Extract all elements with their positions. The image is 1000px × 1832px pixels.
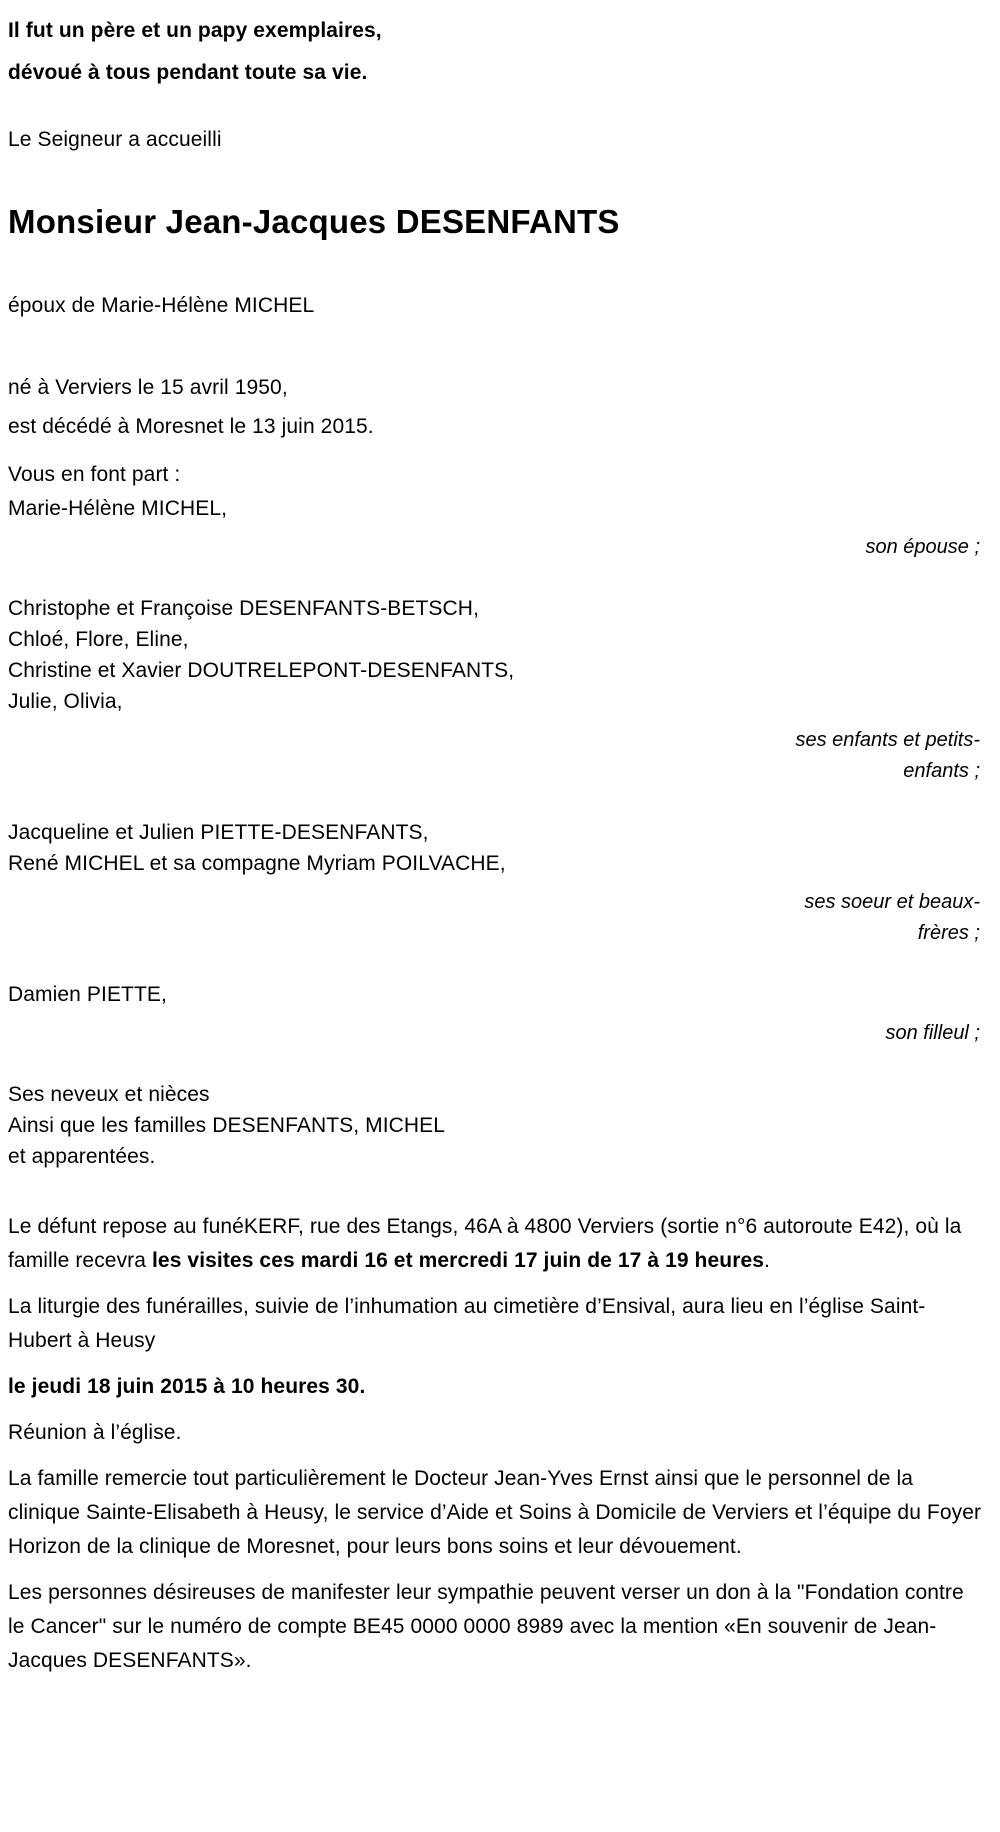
intro-block [8, 122, 986, 158]
family-names [8, 593, 986, 717]
liturgy-datetime-bold: le jeudi 18 juin 2015 à 10 heures 30. [8, 1375, 366, 1398]
donation-paragraph: Les personnes désireuses de manifester leur sympathie peuvent verser un don à la "Fondation contre le Cancer" sur le numéro de compte BE45 0000 0000 8989 avec la mention «En souvenir de Jean-Jacques DESENFANTS». [8, 1581, 964, 1672]
other-relatives-line: et apparentées. [8, 1145, 156, 1168]
birth-death-block [8, 368, 986, 446]
family-descriptor: ses enfants et petits-enfants ; [795, 729, 980, 782]
family-group [8, 493, 986, 563]
epitaph-block [8, 10, 986, 94]
family-names [8, 817, 986, 879]
family-names [8, 979, 986, 1010]
family-name-line: Damien PIETTE, [8, 983, 167, 1006]
family-group [8, 593, 986, 787]
repose-text-tail: . [764, 1249, 770, 1272]
arrangements-block [8, 1210, 986, 1678]
intro-text: Le Seigneur a accueilli [8, 128, 222, 151]
other-relatives-line: Ainsi que les familles DESENFANTS, MICHEL [8, 1114, 446, 1137]
other-relatives-line: Ses neveux et nièces [8, 1083, 210, 1106]
family-descriptor: son filleul ; [885, 1022, 980, 1044]
reunion-paragraph: Réunion à l’église. [8, 1421, 182, 1444]
family-group [8, 979, 986, 1049]
spouse-block [8, 288, 986, 324]
other-relatives-block [8, 1079, 986, 1172]
deceased-name: Monsieur Jean-Jacques DESENFANTS [8, 203, 620, 240]
announcement-lead-block [8, 457, 986, 493]
epitaph-line-2: dévoué à tous pendant toute sa vie. [8, 61, 368, 84]
thanks-paragraph: La famille remercie tout particulièrement le Docteur Jean-Yves Ernst ainsi que le personnel de la clinique Sainte-Elisabeth à Heusy, le service d’Aide et Soins à Domicile de Verviers et l’équipe du Foyer Horizon de la clinique de Moresnet, pour leurs bons soins et leur dévouement. [8, 1467, 982, 1558]
family-descriptor: ses soeur et beaux-frères ; [804, 891, 980, 944]
visit-hours-bold: les visites ces mardi 16 et mercredi 17 juin de 17 à 19 heures [151, 1249, 765, 1272]
family-name-line: Jacqueline et Julien PIETTE-DESENFANTS, [8, 821, 429, 844]
family-name-line: Christophe et Françoise DESENFANTS-BETSCH, [8, 597, 480, 620]
repose-text-lead: Le défunt repose au funéKERF, rue des Etangs, 46A à 4800 Verviers (sortie n°6 autoroute E42), où la famille recevra [8, 1215, 962, 1272]
repose-paragraph [8, 1210, 986, 1278]
announcement-lead: Vous en font part : [8, 463, 181, 486]
family-descriptor: son épouse ; [865, 536, 980, 558]
family-name-line: Chloé, Flore, Eline, [8, 628, 189, 651]
family-name-line: Julie, Olivia, [8, 690, 123, 713]
death-line: est décédé à Moresnet le 13 juin 2015. [8, 415, 374, 438]
family-name-line: Marie-Hélène MICHEL, [8, 497, 228, 520]
spouse-text: époux de Marie-Hélène MICHEL [8, 294, 315, 317]
family-name-line: Christine et Xavier DOUTRELEPONT-DESENFANTS, [8, 659, 515, 682]
epitaph-line-1: Il fut un père et un papy exemplaires, [8, 19, 382, 42]
family-name-line: René MICHEL et sa compagne Myriam POILVACHE, [8, 852, 506, 875]
family-group [8, 817, 986, 949]
liturgy-datetime [8, 1370, 986, 1404]
liturgy-paragraph: La liturgie des funérailles, suivie de l’inhumation au cimetière d’Ensival, aura lieu en l’église Saint-Hubert à Heusy [8, 1295, 926, 1352]
family-names [8, 493, 986, 524]
birth-line: né à Verviers le 15 avril 1950, [8, 376, 288, 399]
